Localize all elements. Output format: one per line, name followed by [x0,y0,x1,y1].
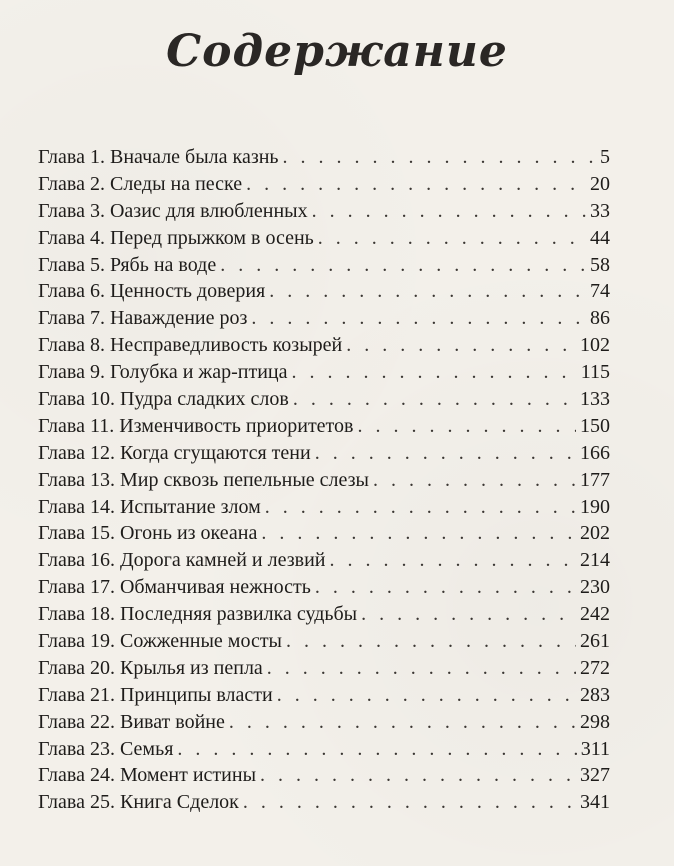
toc-dot-leader [267,657,576,680]
toc-dot-leader [286,630,576,653]
toc-entry [38,361,610,388]
toc-entry [38,415,610,442]
toc-page-number: 58 [590,253,610,276]
toc-entry-label: Глава 17. Обманчивая нежность [38,576,311,599]
toc-entry [38,711,610,738]
toc-entry [38,549,610,576]
toc-entry-label: Глава 25. Книга Сделок [38,791,239,814]
toc-entry [38,442,610,469]
toc-entry-label: Глава 16. Дорога камней и лезвий [38,549,326,572]
toc-page-number: 115 [580,361,610,384]
toc-entry [38,227,610,254]
toc-entry-label: Глава 22. Виват войне [38,710,225,733]
toc-page-number: 242 [580,603,610,626]
toc-entry-label: Глава 7. Наваждение роз [38,307,248,330]
toc-entry [38,307,610,334]
toc-entry [38,254,610,281]
toc-dot-leader [318,227,586,250]
toc-page-number: 261 [580,630,610,653]
toc-entry-label: Глава 21. Принципы власти [38,683,273,706]
toc-entry-label: Глава 4. Перед прыжком в осень [38,226,314,249]
toc-dot-leader [373,469,576,492]
toc-page-number: 341 [580,791,610,814]
toc-page-number: 33 [590,199,610,222]
toc-entry-label: Глава 20. Крылья из пепла [38,656,263,679]
toc-dot-leader [312,200,586,223]
toc-dot-leader [291,361,576,384]
toc-entry [38,496,610,523]
toc-entry [38,576,610,603]
toc-dot-leader [229,711,576,734]
toc-page-number: 230 [580,576,610,599]
toc-dot-leader [260,764,576,787]
toc-page-number: 166 [580,441,610,464]
toc-entry [38,522,610,549]
toc-dot-leader [251,307,586,330]
toc-page-number: 190 [580,495,610,518]
toc-dot-leader [246,173,586,196]
toc-dot-leader [315,576,576,599]
page-title: Содержание [166,26,508,77]
toc-dot-leader [346,334,576,357]
toc-page-number: 272 [580,656,610,679]
toc-page-number: 150 [580,414,610,437]
toc-entry [38,173,610,200]
toc-page-number: 102 [580,334,610,357]
toc-dot-leader [277,684,576,707]
toc-entry-label: Глава 18. Последняя развилка судьбы [38,603,358,626]
toc-entry-label: Глава 13. Мир сквозь пепельные слезы [38,468,369,491]
toc-entry-label: Глава 24. Момент истины [38,764,257,787]
toc-entry-label: Глава 9. Голубка и жар-птица [38,361,288,384]
toc-entry [38,469,610,496]
toc-entry [38,388,610,415]
toc-entry [38,738,610,765]
toc-page-number: 86 [590,307,610,330]
toc-entry [38,200,610,227]
toc-dot-leader [329,549,576,572]
toc-page-number: 74 [590,280,610,303]
toc-entry-label: Глава 15. Огонь из океана [38,522,258,545]
toc-entry-label: Глава 10. Пудра сладких слов [38,388,289,411]
toc-entry [38,334,610,361]
toc-dot-leader [261,522,576,545]
toc-dot-leader [283,146,596,169]
toc-dot-leader [293,388,576,411]
toc-entry [38,791,610,818]
toc-entry-label: Глава 6. Ценность доверия [38,280,266,303]
toc-entry-label: Глава 14. Испытание злом [38,495,261,518]
toc-entry-label: Глава 11. Изменчивость приоритетов [38,414,354,437]
toc-entry-label: Глава 8. Несправедливость козырей [38,334,343,357]
table-of-contents [38,146,610,818]
toc-entry [38,684,610,711]
toc-page-number: 311 [580,737,610,760]
toc-page-number: 202 [580,522,610,545]
toc-dot-leader [265,496,576,519]
toc-dot-leader [177,738,576,761]
toc-page-number: 20 [590,172,610,195]
toc-dot-leader [357,415,576,438]
toc-dot-leader [243,791,576,814]
toc-page-number: 5 [600,146,610,168]
toc-entry [38,603,610,630]
toc-entry-label: Глава 12. Когда сгущаются тени [38,441,311,464]
toc-entry [38,630,610,657]
toc-dot-leader [361,603,576,626]
toc-page-number: 298 [580,710,610,733]
toc-entry [38,764,610,791]
toc-page-number: 44 [590,226,610,249]
toc-dot-leader [220,254,586,277]
toc-dot-leader [269,280,586,303]
toc-page-number: 133 [580,388,610,411]
toc-dot-leader [315,442,576,465]
toc-page-number: 327 [580,764,610,787]
toc-page-number: 214 [580,549,610,572]
toc-entry-label: Глава 2. Следы на песке [38,172,243,195]
toc-page-number: 283 [580,683,610,706]
toc-entry [38,657,610,684]
toc-entry-label: Глава 3. Оазис для влюбленных [38,199,308,222]
toc-entry-label: Глава 5. Рябь на воде [38,253,217,276]
toc-entry-label: Глава 19. Сожженные мосты [38,630,282,653]
toc-entry [38,280,610,307]
toc-page-number: 177 [580,468,610,491]
toc-entry [38,146,610,173]
toc-entry-label: Глава 23. Семья [38,737,174,760]
toc-entry-label: Глава 1. Вначале была казнь [38,146,279,168]
